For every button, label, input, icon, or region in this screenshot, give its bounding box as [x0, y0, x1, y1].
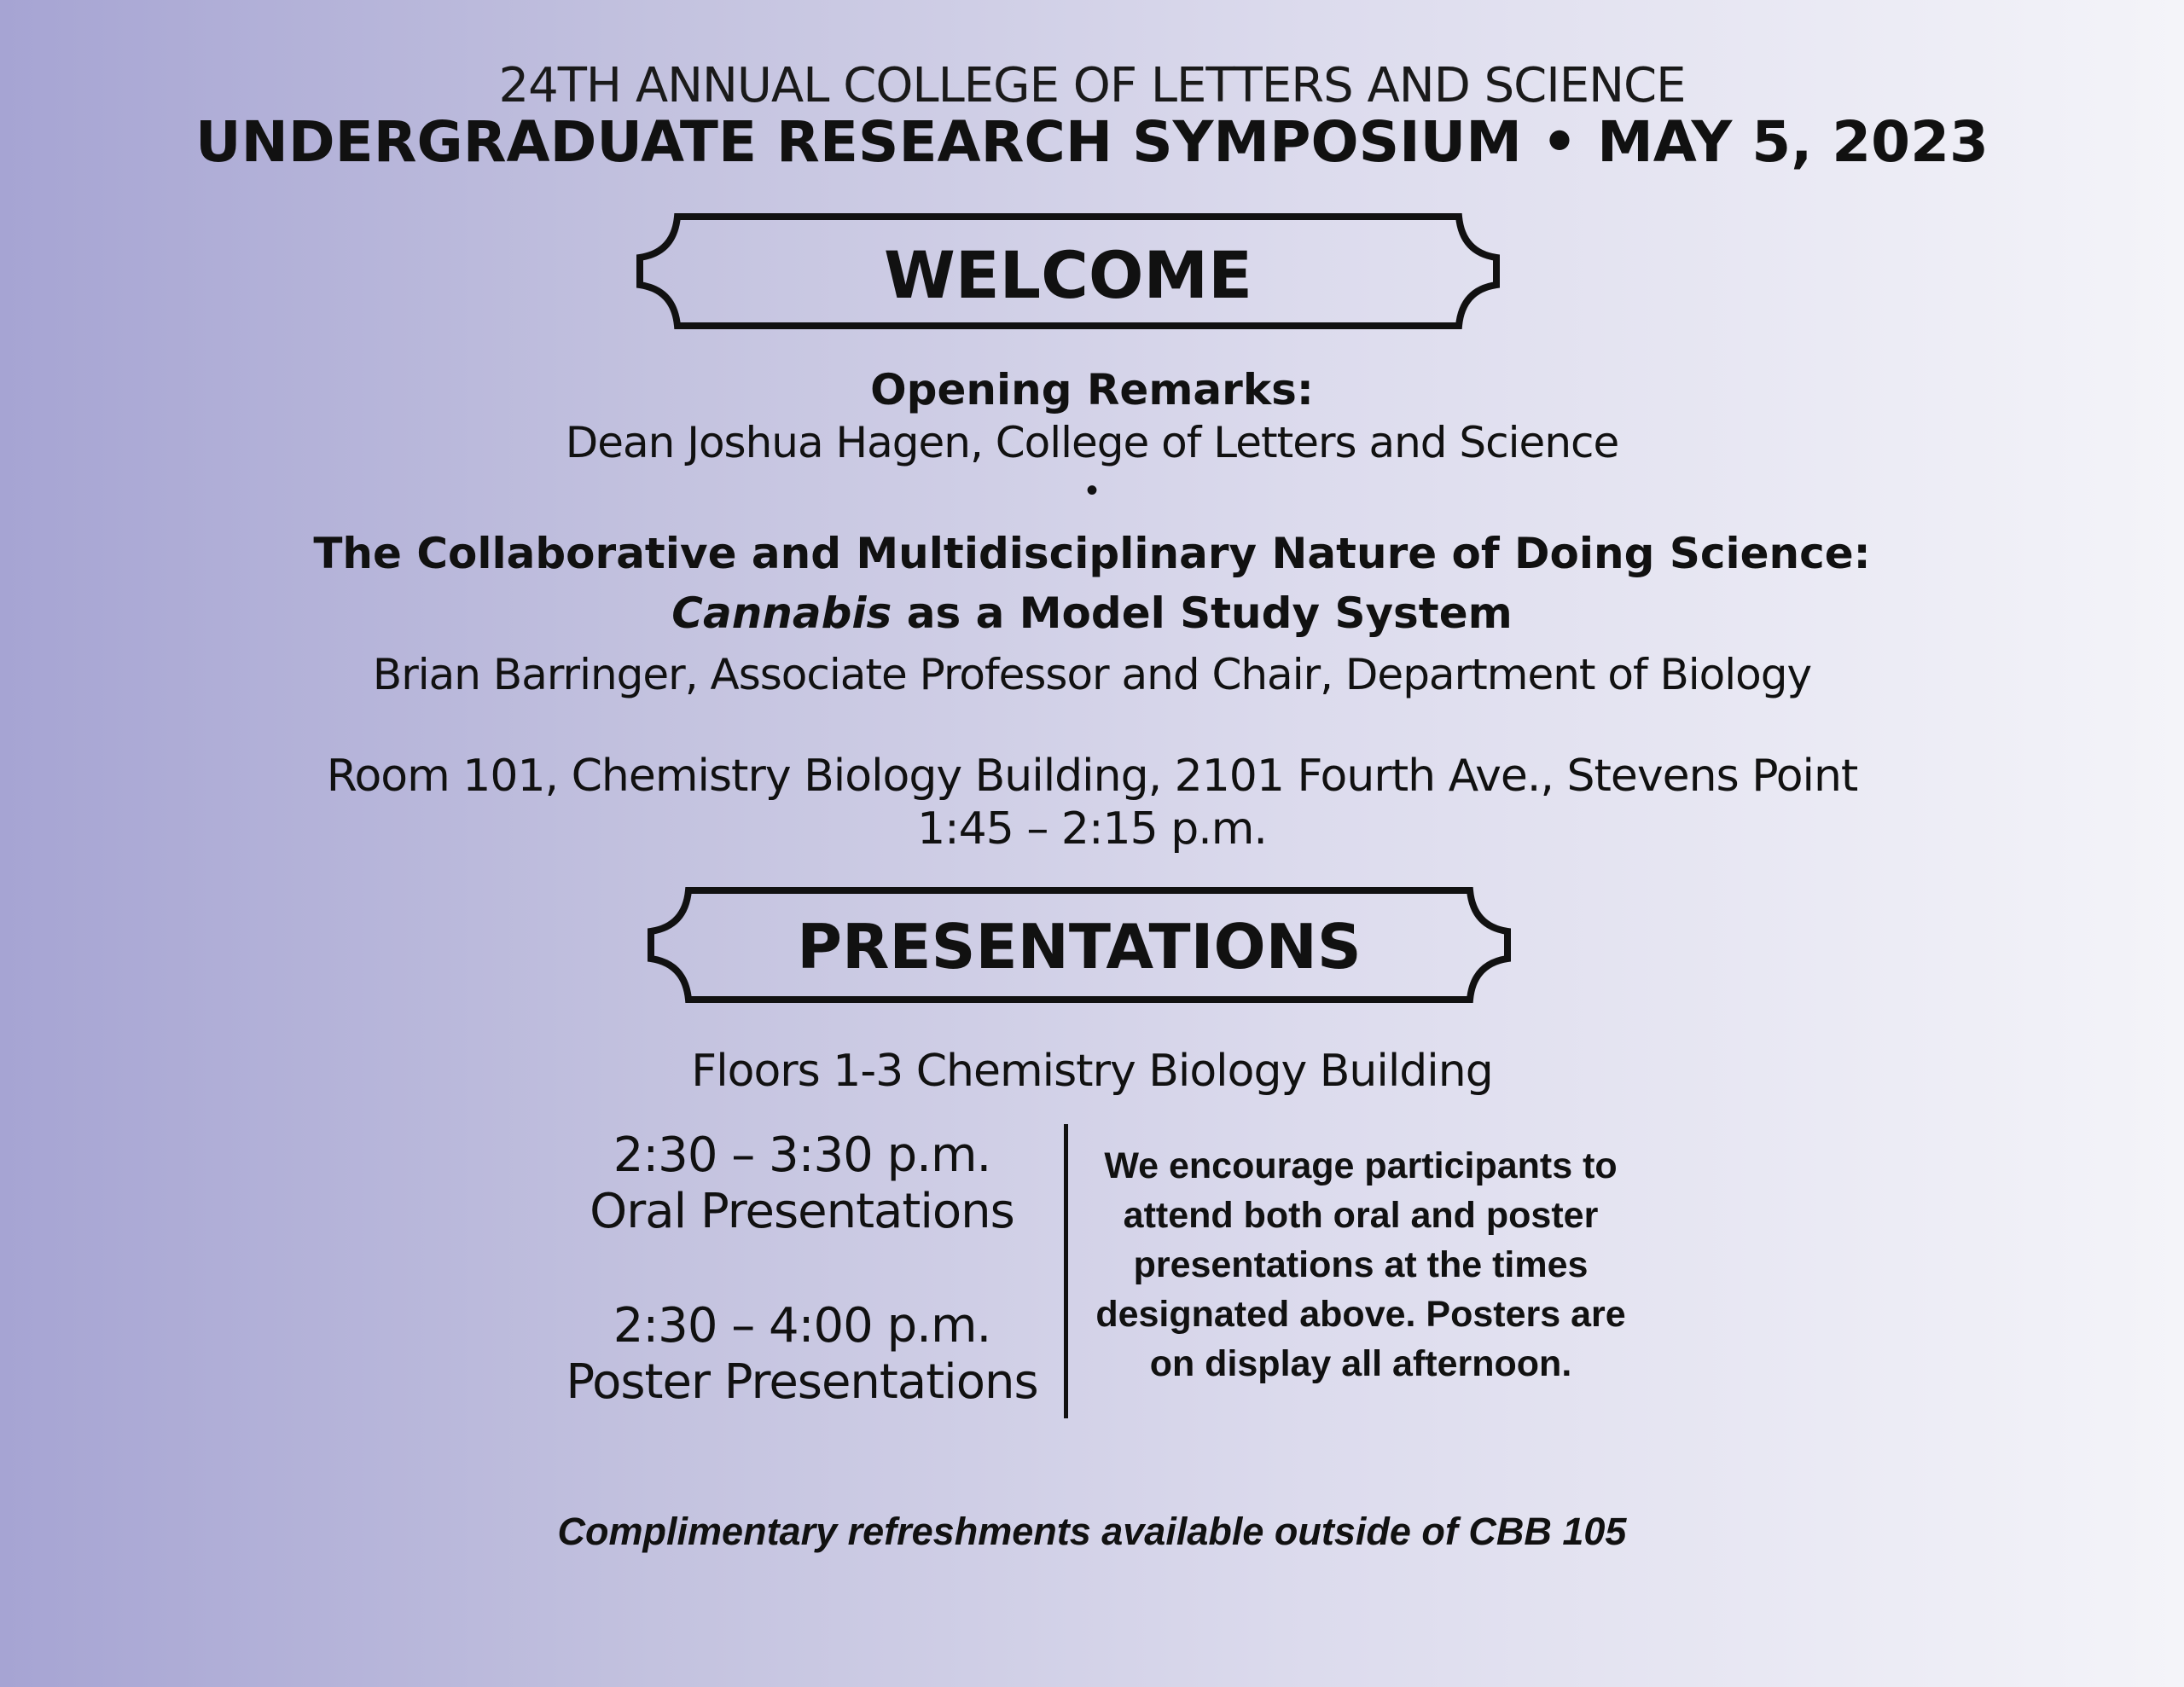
welcome-location: Room 101, Chemistry Biology Building, 2101 Fourth Ave., Stevens Point	[326, 751, 1858, 802]
talk-title-rest: as a Model Study System	[892, 588, 1513, 638]
opening-remarks-label: Opening Remarks:	[870, 365, 1314, 415]
presentations-location: Floors 1-3 Chemistry Biology Building	[691, 1046, 1493, 1097]
presentations-heading: PRESENTATIONS	[797, 911, 1362, 983]
poster-presentations-time: 2:30 – 4:00 p.m.	[613, 1298, 991, 1354]
talk-speaker: Brian Barringer, Associate Professor and Chair, Department of Biology	[372, 650, 1812, 699]
oral-presentations-time: 2:30 – 3:30 p.m.	[613, 1128, 991, 1183]
welcome-time: 1:45 – 2:15 p.m.	[917, 803, 1267, 855]
schedule-divider	[1064, 1124, 1068, 1418]
separator-bullet: •	[1085, 472, 1098, 509]
talk-title-line-1: The Collaborative and Multidisciplinary Nature of Doing Science:	[313, 529, 1871, 578]
talk-title-line-2	[0, 588, 2184, 638]
header-title: UNDERGRADUATE RESEARCH SYMPOSIUM • MAY 5, 2023	[195, 109, 1989, 175]
talk-title-italic: Cannabis	[671, 588, 892, 638]
welcome-heading: WELCOME	[883, 237, 1253, 313]
opening-speaker: Dean Joshua Hagen, College of Letters and Science	[565, 418, 1619, 467]
welcome-banner	[635, 212, 1502, 331]
refreshments-note: Complimentary refreshments available outside of CBB 105	[557, 1510, 1627, 1553]
oral-presentations-label: Oral Presentations	[590, 1184, 1014, 1239]
poster-presentations-label: Poster Presentations	[566, 1354, 1038, 1410]
presentations-banner	[646, 885, 1513, 1005]
header-subtitle: 24TH ANNUAL COLLEGE OF LETTERS AND SCIENCE	[498, 58, 1686, 113]
attendance-note: We encourage participants to attend both oral and poster presentations at the times designated above. Posters are on display all afternoon.	[1095, 1145, 1626, 1384]
